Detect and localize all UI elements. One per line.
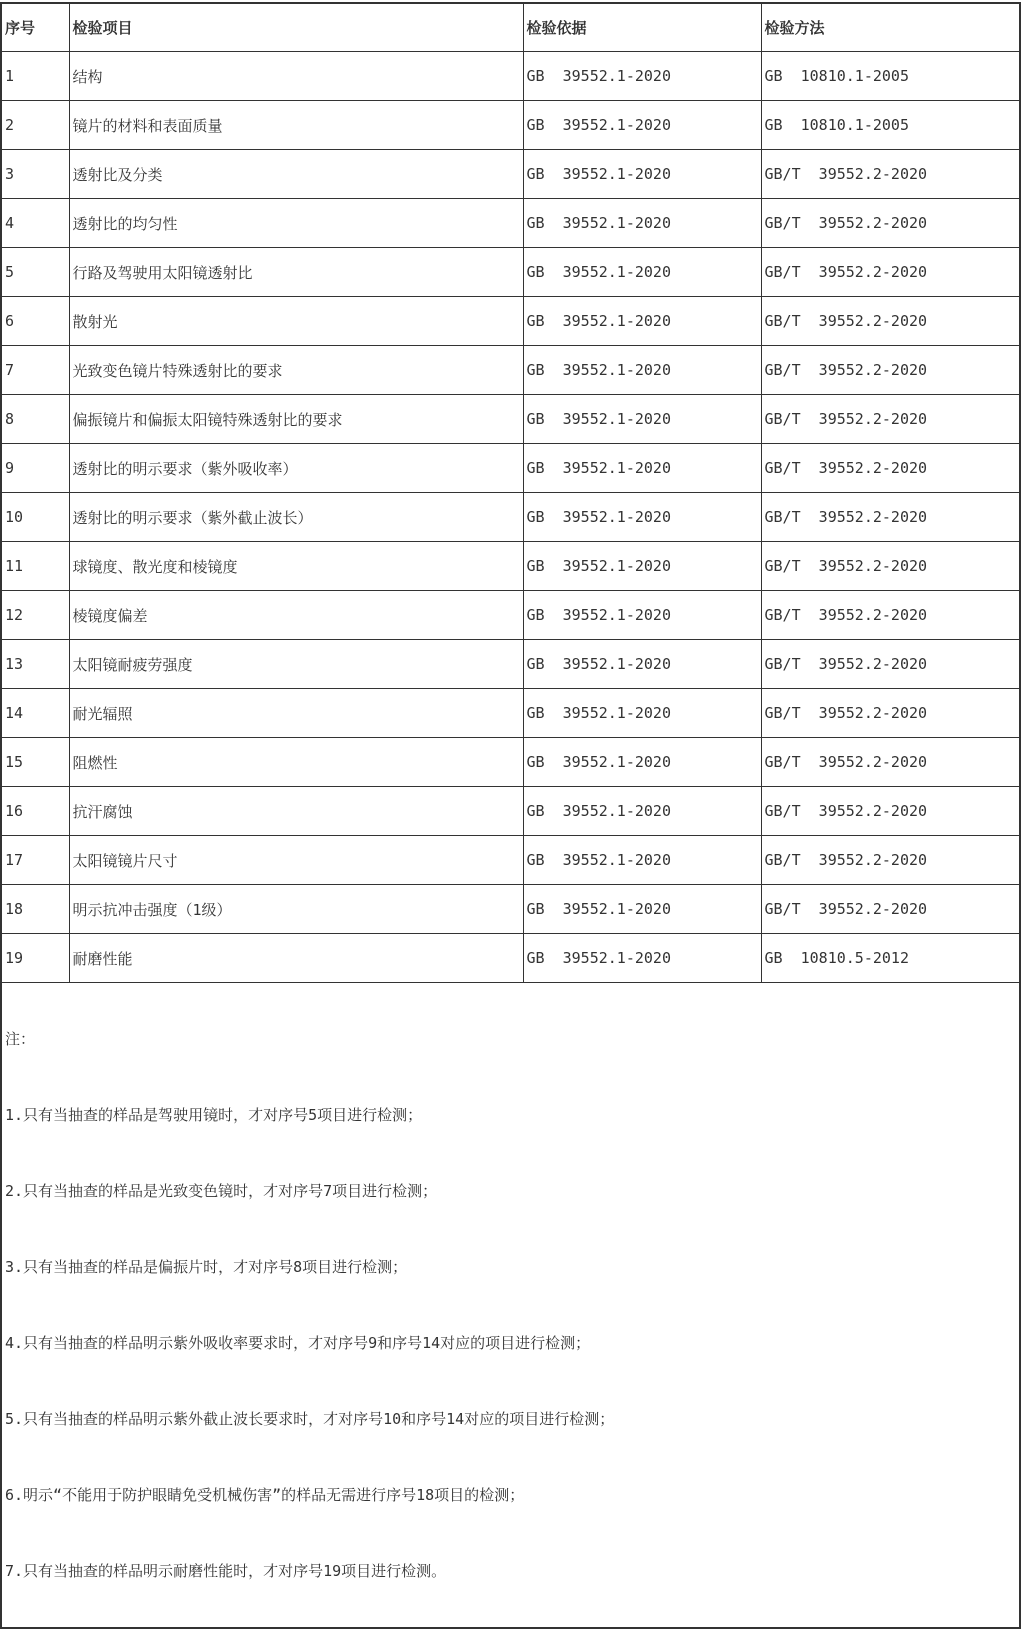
table-row: [1, 885, 1020, 934]
cell-basis: GB 39552.1-2020: [523, 101, 761, 150]
cell-no: 1: [1, 52, 69, 101]
note-line-6: 6.明示“不能用于防护眼睛免受机械伤害”的样品无需进行序号18项目的检测；: [5, 1486, 525, 1504]
cell-method: GB/T 39552.2-2020: [761, 689, 1020, 738]
cell-no: 7: [1, 346, 69, 395]
cell-basis: GB 39552.1-2020: [523, 444, 761, 493]
cell-item: 行路及驾驶用太阳镜透射比: [69, 248, 523, 297]
cell-item: 抗汗腐蚀: [69, 787, 523, 836]
cell-no: 14: [1, 689, 69, 738]
cell-item: 透射比的均匀性: [69, 199, 523, 248]
cell-item: 散射光: [69, 297, 523, 346]
cell-basis: GB 39552.1-2020: [523, 395, 761, 444]
cell-item: 结构: [69, 52, 523, 101]
table-row: [1, 689, 1020, 738]
cell-item: 太阳镜镜片尺寸: [69, 836, 523, 885]
cell-method: GB/T 39552.2-2020: [761, 346, 1020, 395]
table-row: [1, 836, 1020, 885]
cell-item: 耐磨性能: [69, 934, 523, 983]
cell-no: 4: [1, 199, 69, 248]
cell-method: GB/T 39552.2-2020: [761, 199, 1020, 248]
cell-item: 光致变色镜片特殊透射比的要求: [69, 346, 523, 395]
cell-item: 镜片的材料和表面质量: [69, 101, 523, 150]
header-row: [1, 3, 1020, 52]
note-line-4: 4.只有当抽查的样品明示紫外吸收率要求时，才对序号9和序号14对应的项目进行检测；: [5, 1334, 591, 1352]
cell-basis: GB 39552.1-2020: [523, 934, 761, 983]
cell-method: GB 10810.1-2005: [761, 101, 1020, 150]
note-line-1: 1.只有当抽查的样品是驾驶用镜时，才对序号5项目进行检测；: [5, 1106, 423, 1124]
cell-method: GB/T 39552.2-2020: [761, 787, 1020, 836]
cell-basis: GB 39552.1-2020: [523, 836, 761, 885]
note-line-2: 2.只有当抽查的样品是光致变色镜时，才对序号7项目进行检测；: [5, 1182, 438, 1200]
cell-basis: GB 39552.1-2020: [523, 640, 761, 689]
cell-basis: GB 39552.1-2020: [523, 297, 761, 346]
cell-basis: GB 39552.1-2020: [523, 346, 761, 395]
table-row: [1, 493, 1020, 542]
table-header: [1, 3, 1020, 52]
cell-basis: GB 39552.1-2020: [523, 738, 761, 787]
cell-method: GB/T 39552.2-2020: [761, 395, 1020, 444]
cell-item: 阻燃性: [69, 738, 523, 787]
cell-basis: GB 39552.1-2020: [523, 150, 761, 199]
cell-no: 15: [1, 738, 69, 787]
cell-no: 5: [1, 248, 69, 297]
cell-method: GB/T 39552.2-2020: [761, 150, 1020, 199]
cell-no: 11: [1, 542, 69, 591]
cell-basis: GB 39552.1-2020: [523, 199, 761, 248]
notes-section: [1, 983, 1020, 1629]
cell-basis: GB 39552.1-2020: [523, 885, 761, 934]
cell-basis: GB 39552.1-2020: [523, 248, 761, 297]
header-method: 检验方法: [761, 3, 1020, 52]
table-row: [1, 52, 1020, 101]
table-row: [1, 395, 1020, 444]
table-row: [1, 738, 1020, 787]
cell-no: 17: [1, 836, 69, 885]
header-no: 序号: [1, 3, 69, 52]
cell-method: GB/T 39552.2-2020: [761, 836, 1020, 885]
inspection-table: [0, 2, 1021, 1629]
cell-no: 3: [1, 150, 69, 199]
cell-no: 12: [1, 591, 69, 640]
table-row: [1, 150, 1020, 199]
cell-item: 棱镜度偏差: [69, 591, 523, 640]
notes-title: 注：: [5, 1030, 36, 1048]
note-line-5: 5.只有当抽查的样品明示紫外截止波长要求时，才对序号10和序号14对应的项目进行检测；: [5, 1410, 615, 1428]
table-row: [1, 591, 1020, 640]
cell-item: 明示抗冲击强度（1级）: [69, 885, 523, 934]
header-item: 检验项目: [69, 3, 523, 52]
table-row: [1, 101, 1020, 150]
table-row: [1, 444, 1020, 493]
cell-item: 球镜度、散光度和棱镜度: [69, 542, 523, 591]
cell-basis: GB 39552.1-2020: [523, 689, 761, 738]
cell-method: GB/T 39552.2-2020: [761, 248, 1020, 297]
cell-method: GB 10810.1-2005: [761, 52, 1020, 101]
cell-basis: GB 39552.1-2020: [523, 591, 761, 640]
note-line-7: 7.只有当抽查的样品明示耐磨性能时，才对序号19项目进行检测。: [5, 1562, 447, 1580]
cell-basis: GB 39552.1-2020: [523, 542, 761, 591]
cell-item: 太阳镜耐疲劳强度: [69, 640, 523, 689]
header-basis: 检验依据: [523, 3, 761, 52]
cell-no: 18: [1, 885, 69, 934]
cell-no: 13: [1, 640, 69, 689]
cell-item: 耐光辐照: [69, 689, 523, 738]
cell-basis: GB 39552.1-2020: [523, 52, 761, 101]
cell-method: GB/T 39552.2-2020: [761, 444, 1020, 493]
cell-method: GB/T 39552.2-2020: [761, 738, 1020, 787]
notes-row: [1, 983, 1020, 1629]
cell-no: 19: [1, 934, 69, 983]
table-body: [1, 52, 1020, 1629]
cell-method: GB/T 39552.2-2020: [761, 297, 1020, 346]
note-line-3: 3.只有当抽查的样品是偏振片时，才对序号8项目进行检测；: [5, 1258, 408, 1276]
table-row: [1, 248, 1020, 297]
table-row: [1, 199, 1020, 248]
cell-method: GB/T 39552.2-2020: [761, 493, 1020, 542]
cell-method: GB/T 39552.2-2020: [761, 591, 1020, 640]
cell-basis: GB 39552.1-2020: [523, 787, 761, 836]
cell-method: GB/T 39552.2-2020: [761, 542, 1020, 591]
table-row: [1, 346, 1020, 395]
cell-method: GB/T 39552.2-2020: [761, 640, 1020, 689]
table-row: [1, 297, 1020, 346]
table-row: [1, 934, 1020, 983]
table-row: [1, 787, 1020, 836]
cell-item: 透射比的明示要求（紫外吸收率）: [69, 444, 523, 493]
cell-item: 透射比及分类: [69, 150, 523, 199]
cell-item: 偏振镜片和偏振太阳镜特殊透射比的要求: [69, 395, 523, 444]
cell-no: 2: [1, 101, 69, 150]
cell-method: GB 10810.5-2012: [761, 934, 1020, 983]
cell-no: 8: [1, 395, 69, 444]
cell-no: 10: [1, 493, 69, 542]
table-row: [1, 542, 1020, 591]
cell-item: 透射比的明示要求（紫外截止波长）: [69, 493, 523, 542]
cell-method: GB/T 39552.2-2020: [761, 885, 1020, 934]
cell-no: 6: [1, 297, 69, 346]
cell-no: 16: [1, 787, 69, 836]
cell-no: 9: [1, 444, 69, 493]
table-row: [1, 640, 1020, 689]
cell-basis: GB 39552.1-2020: [523, 493, 761, 542]
